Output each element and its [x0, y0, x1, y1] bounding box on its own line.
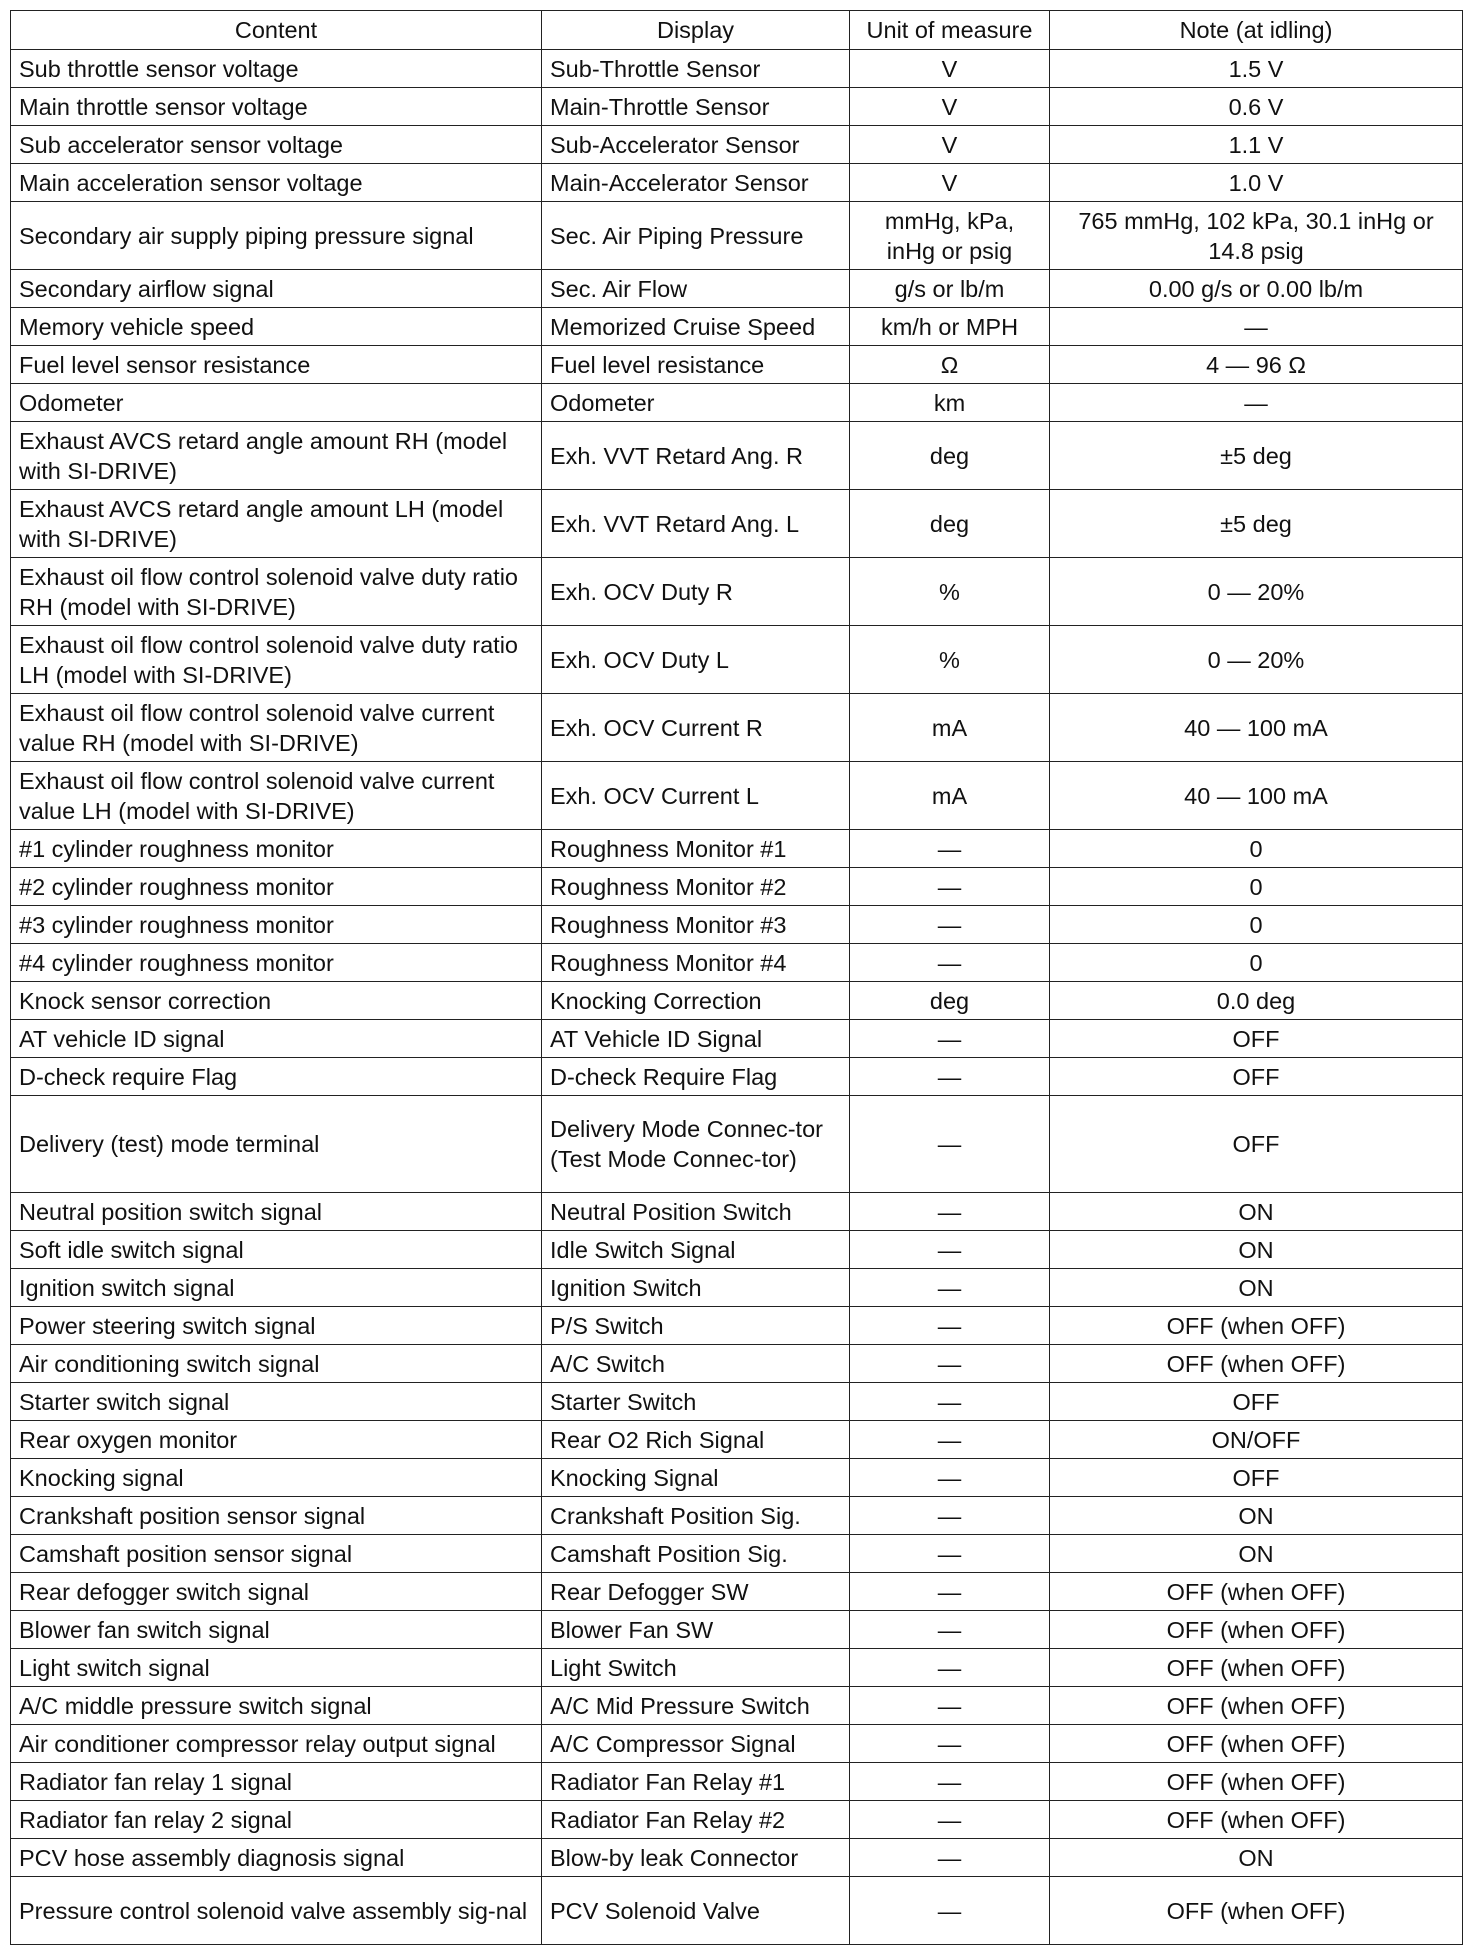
cell-unit: — [850, 1535, 1050, 1573]
table-row [11, 1345, 1463, 1383]
cell-display: Roughness Monitor #2 [542, 868, 850, 906]
cell-unit: — [850, 1421, 1050, 1459]
cell-content: Neutral position switch signal [11, 1193, 542, 1231]
cell-content: A/C middle pressure switch signal [11, 1687, 542, 1725]
cell-unit: mA [850, 694, 1050, 762]
cell-content: Main throttle sensor voltage [11, 88, 542, 126]
table-row [11, 694, 1463, 762]
cell-unit: — [850, 830, 1050, 868]
table-row [11, 558, 1463, 626]
table-row [11, 762, 1463, 830]
cell-display: Knocking Correction [542, 982, 850, 1020]
cell-unit: V [850, 88, 1050, 126]
cell-content: Exhaust oil flow control solenoid valve duty ratio RH (model with SI-DRIVE) [11, 558, 542, 626]
cell-content: #1 cylinder roughness monitor [11, 830, 542, 868]
table-row [11, 906, 1463, 944]
table-row [11, 1725, 1463, 1763]
cell-note: OFF (when OFF) [1050, 1649, 1463, 1687]
cell-display: Rear Defogger SW [542, 1573, 850, 1611]
cell-note: 0 [1050, 830, 1463, 868]
cell-unit: — [850, 868, 1050, 906]
cell-content: Memory vehicle speed [11, 308, 542, 346]
cell-unit: deg [850, 490, 1050, 558]
cell-content: Light switch signal [11, 1649, 542, 1687]
cell-unit: — [850, 1725, 1050, 1763]
table-row [11, 626, 1463, 694]
cell-note: 0.00 g/s or 0.00 lb/m [1050, 270, 1463, 308]
cell-display: Exh. OCV Duty L [542, 626, 850, 694]
cell-note: 1.0 V [1050, 164, 1463, 202]
cell-display: Roughness Monitor #4 [542, 944, 850, 982]
cell-display: Neutral Position Switch [542, 1193, 850, 1231]
cell-content: Rear defogger switch signal [11, 1573, 542, 1611]
cell-note: 0.6 V [1050, 88, 1463, 126]
cell-note: OFF [1050, 1459, 1463, 1497]
cell-content: Power steering switch signal [11, 1307, 542, 1345]
cell-display: A/C Switch [542, 1345, 850, 1383]
cell-unit: — [850, 906, 1050, 944]
cell-note: ON [1050, 1497, 1463, 1535]
table-row [11, 270, 1463, 308]
table-row [11, 1193, 1463, 1231]
cell-unit: mmHg, kPa, inHg or psig [850, 202, 1050, 270]
cell-note: — [1050, 308, 1463, 346]
table-row [11, 164, 1463, 202]
cell-note: OFF (when OFF) [1050, 1801, 1463, 1839]
cell-unit: — [850, 1058, 1050, 1096]
cell-display: Blow-by leak Connector [542, 1839, 850, 1877]
table-row [11, 1459, 1463, 1497]
cell-note: OFF [1050, 1020, 1463, 1058]
table-row [11, 1535, 1463, 1573]
cell-unit: — [850, 1687, 1050, 1725]
cell-unit: km/h or MPH [850, 308, 1050, 346]
cell-display: Delivery Mode Connec-tor (Test Mode Connec-tor) [542, 1096, 850, 1193]
cell-unit: % [850, 558, 1050, 626]
cell-note: ON [1050, 1839, 1463, 1877]
table-row [11, 1687, 1463, 1725]
header-note: Note (at idling) [1050, 11, 1463, 50]
cell-display: Exh. OCV Current L [542, 762, 850, 830]
cell-content: Exhaust AVCS retard angle amount RH (model with SI-DRIVE) [11, 422, 542, 490]
cell-unit: g/s or lb/m [850, 270, 1050, 308]
cell-content: Air conditioner compressor relay output signal [11, 1725, 542, 1763]
cell-content: Blower fan switch signal [11, 1611, 542, 1649]
cell-display: Radiator Fan Relay #1 [542, 1763, 850, 1801]
cell-display: Rear O2 Rich Signal [542, 1421, 850, 1459]
cell-note: OFF [1050, 1096, 1463, 1193]
cell-note: ±5 deg [1050, 490, 1463, 558]
table-row [11, 50, 1463, 88]
table-row [11, 1269, 1463, 1307]
cell-note: OFF (when OFF) [1050, 1725, 1463, 1763]
table-row [11, 126, 1463, 164]
cell-content: Exhaust oil flow control solenoid valve current value RH (model with SI-DRIVE) [11, 694, 542, 762]
cell-note: 4 — 96 Ω [1050, 346, 1463, 384]
cell-note: ON [1050, 1269, 1463, 1307]
cell-unit: — [850, 1497, 1050, 1535]
cell-unit: — [850, 1573, 1050, 1611]
cell-content: Radiator fan relay 2 signal [11, 1801, 542, 1839]
cell-note: OFF (when OFF) [1050, 1877, 1463, 1945]
table-row [11, 1497, 1463, 1535]
header-unit: Unit of measure [850, 11, 1050, 50]
cell-unit: — [850, 1801, 1050, 1839]
cell-unit: — [850, 1020, 1050, 1058]
cell-content: #2 cylinder roughness monitor [11, 868, 542, 906]
cell-display: D-check Require Flag [542, 1058, 850, 1096]
cell-content: Soft idle switch signal [11, 1231, 542, 1269]
cell-content: Sub accelerator sensor voltage [11, 126, 542, 164]
cell-display: Knocking Signal [542, 1459, 850, 1497]
cell-note: OFF (when OFF) [1050, 1345, 1463, 1383]
cell-unit: — [850, 1345, 1050, 1383]
cell-content: Exhaust oil flow control solenoid valve current value LH (model with SI-DRIVE) [11, 762, 542, 830]
parameter-table [10, 10, 1463, 1945]
cell-display: Sub-Throttle Sensor [542, 50, 850, 88]
cell-unit: — [850, 1839, 1050, 1877]
cell-unit: V [850, 164, 1050, 202]
cell-unit: — [850, 1269, 1050, 1307]
cell-note: ON [1050, 1231, 1463, 1269]
table-row [11, 1649, 1463, 1687]
cell-note: 0 [1050, 906, 1463, 944]
cell-display: AT Vehicle ID Signal [542, 1020, 850, 1058]
cell-display: Roughness Monitor #3 [542, 906, 850, 944]
cell-display: Exh. OCV Duty R [542, 558, 850, 626]
cell-content: Starter switch signal [11, 1383, 542, 1421]
cell-unit: — [850, 1649, 1050, 1687]
cell-content: Exhaust AVCS retard angle amount LH (model with SI-DRIVE) [11, 490, 542, 558]
table-row [11, 1058, 1463, 1096]
cell-unit: deg [850, 982, 1050, 1020]
cell-unit: — [850, 1096, 1050, 1193]
cell-note: OFF (when OFF) [1050, 1763, 1463, 1801]
table-row [11, 1839, 1463, 1877]
cell-display: Light Switch [542, 1649, 850, 1687]
cell-content: Delivery (test) mode terminal [11, 1096, 542, 1193]
cell-display: Blower Fan SW [542, 1611, 850, 1649]
cell-unit: — [850, 1193, 1050, 1231]
cell-content: Crankshaft position sensor signal [11, 1497, 542, 1535]
table-row [11, 1421, 1463, 1459]
table-row [11, 1763, 1463, 1801]
cell-content: Secondary airflow signal [11, 270, 542, 308]
cell-content: Pressure control solenoid valve assembly sig-nal [11, 1877, 542, 1945]
table-row [11, 422, 1463, 490]
cell-unit: — [850, 1611, 1050, 1649]
header-display: Display [542, 11, 850, 50]
cell-content: Fuel level sensor resistance [11, 346, 542, 384]
cell-unit: % [850, 626, 1050, 694]
cell-content: AT vehicle ID signal [11, 1020, 542, 1058]
cell-content: Rear oxygen monitor [11, 1421, 542, 1459]
cell-display: Idle Switch Signal [542, 1231, 850, 1269]
cell-unit: — [850, 1459, 1050, 1497]
cell-note: OFF (when OFF) [1050, 1307, 1463, 1345]
cell-content: Secondary air supply piping pressure signal [11, 202, 542, 270]
cell-display: Camshaft Position Sig. [542, 1535, 850, 1573]
cell-display: Radiator Fan Relay #2 [542, 1801, 850, 1839]
cell-note: 0 [1050, 944, 1463, 982]
table-body [11, 50, 1463, 1945]
cell-display: Sub-Accelerator Sensor [542, 126, 850, 164]
table-row [11, 1096, 1463, 1193]
cell-display: Fuel level resistance [542, 346, 850, 384]
cell-note: 0 — 20% [1050, 558, 1463, 626]
cell-content: Knock sensor correction [11, 982, 542, 1020]
cell-content: Ignition switch signal [11, 1269, 542, 1307]
cell-display: Main-Accelerator Sensor [542, 164, 850, 202]
table-row [11, 490, 1463, 558]
cell-display: Exh. OCV Current R [542, 694, 850, 762]
table-row [11, 1573, 1463, 1611]
cell-display: Memorized Cruise Speed [542, 308, 850, 346]
table-row [11, 830, 1463, 868]
cell-note: OFF (when OFF) [1050, 1611, 1463, 1649]
cell-unit: deg [850, 422, 1050, 490]
cell-display: Roughness Monitor #1 [542, 830, 850, 868]
cell-content: Radiator fan relay 1 signal [11, 1763, 542, 1801]
cell-content: Odometer [11, 384, 542, 422]
cell-content: Knocking signal [11, 1459, 542, 1497]
table-row [11, 202, 1463, 270]
table-row [11, 1801, 1463, 1839]
table-header-row [11, 11, 1463, 50]
cell-display: Sec. Air Flow [542, 270, 850, 308]
cell-note: OFF (when OFF) [1050, 1687, 1463, 1725]
cell-unit: Ω [850, 346, 1050, 384]
table-row [11, 346, 1463, 384]
table-row [11, 1383, 1463, 1421]
table-row [11, 868, 1463, 906]
table-row [11, 1877, 1463, 1945]
cell-content: Sub throttle sensor voltage [11, 50, 542, 88]
cell-display: Exh. VVT Retard Ang. L [542, 490, 850, 558]
cell-unit: — [850, 1383, 1050, 1421]
cell-note: ON [1050, 1535, 1463, 1573]
cell-note: 1.1 V [1050, 126, 1463, 164]
cell-note: 0 — 20% [1050, 626, 1463, 694]
cell-note: OFF (when OFF) [1050, 1573, 1463, 1611]
cell-display: Sec. Air Piping Pressure [542, 202, 850, 270]
cell-unit: — [850, 1231, 1050, 1269]
table-row [11, 308, 1463, 346]
table-row [11, 982, 1463, 1020]
cell-note: — [1050, 384, 1463, 422]
data-table-container [10, 10, 1462, 1945]
cell-content: D-check require Flag [11, 1058, 542, 1096]
cell-unit: V [850, 126, 1050, 164]
cell-unit: km [850, 384, 1050, 422]
cell-note: 40 — 100 mA [1050, 762, 1463, 830]
cell-note: ON/OFF [1050, 1421, 1463, 1459]
cell-unit: V [850, 50, 1050, 88]
cell-display: Main-Throttle Sensor [542, 88, 850, 126]
table-row [11, 88, 1463, 126]
table-row [11, 1231, 1463, 1269]
cell-note: ±5 deg [1050, 422, 1463, 490]
cell-display: A/C Mid Pressure Switch [542, 1687, 850, 1725]
cell-note: 40 — 100 mA [1050, 694, 1463, 762]
cell-content: PCV hose assembly diagnosis signal [11, 1839, 542, 1877]
table-row [11, 384, 1463, 422]
cell-display: P/S Switch [542, 1307, 850, 1345]
cell-unit: — [850, 1307, 1050, 1345]
cell-content: #4 cylinder roughness monitor [11, 944, 542, 982]
cell-display: Crankshaft Position Sig. [542, 1497, 850, 1535]
cell-unit: — [850, 1763, 1050, 1801]
cell-content: Exhaust oil flow control solenoid valve duty ratio LH (model with SI-DRIVE) [11, 626, 542, 694]
cell-display: Exh. VVT Retard Ang. R [542, 422, 850, 490]
table-row [11, 1020, 1463, 1058]
cell-unit: mA [850, 762, 1050, 830]
cell-note: 1.5 V [1050, 50, 1463, 88]
cell-note: 765 mmHg, 102 kPa, 30.1 inHg or 14.8 psig [1050, 202, 1463, 270]
table-row [11, 944, 1463, 982]
header-content: Content [11, 11, 542, 50]
cell-note: 0 [1050, 868, 1463, 906]
cell-content: Air conditioning switch signal [11, 1345, 542, 1383]
cell-display: Starter Switch [542, 1383, 850, 1421]
table-row [11, 1307, 1463, 1345]
cell-unit: — [850, 944, 1050, 982]
cell-unit: — [850, 1877, 1050, 1945]
cell-content: Camshaft position sensor signal [11, 1535, 542, 1573]
cell-note: OFF [1050, 1383, 1463, 1421]
cell-display: Ignition Switch [542, 1269, 850, 1307]
table-row [11, 1611, 1463, 1649]
cell-display: A/C Compressor Signal [542, 1725, 850, 1763]
cell-note: ON [1050, 1193, 1463, 1231]
cell-display: Odometer [542, 384, 850, 422]
cell-content: #3 cylinder roughness monitor [11, 906, 542, 944]
cell-note: OFF [1050, 1058, 1463, 1096]
cell-note: 0.0 deg [1050, 982, 1463, 1020]
cell-display: PCV Solenoid Valve [542, 1877, 850, 1945]
cell-content: Main acceleration sensor voltage [11, 164, 542, 202]
